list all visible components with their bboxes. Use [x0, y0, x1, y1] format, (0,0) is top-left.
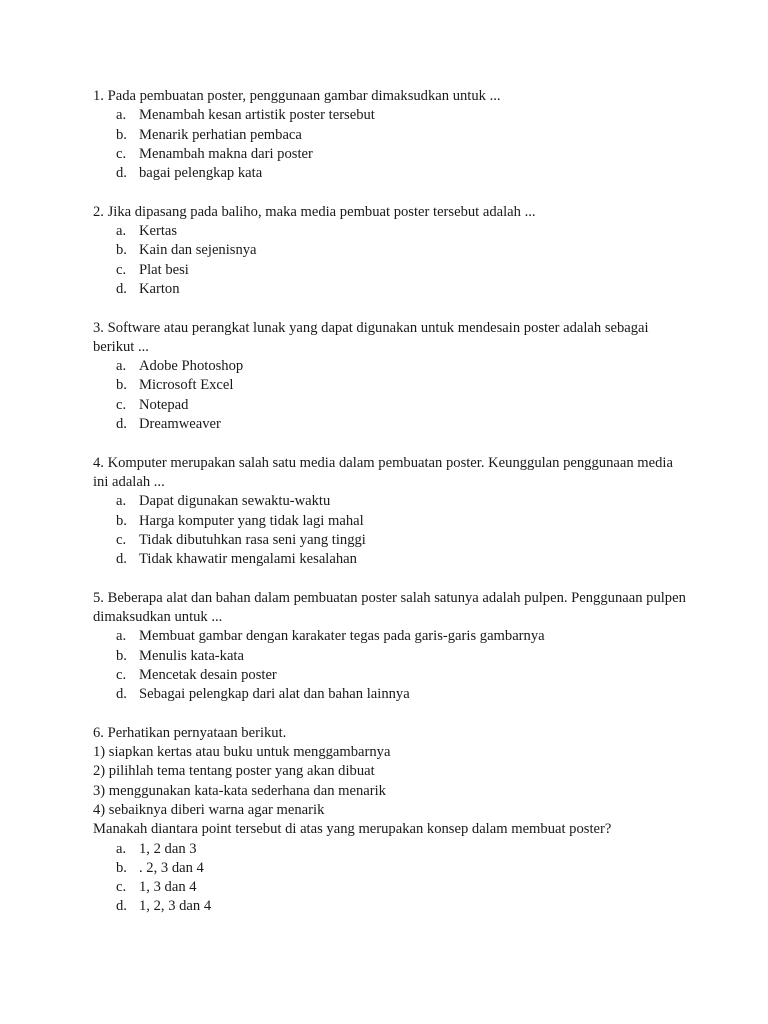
option-c — [93, 261, 688, 280]
option-d — [93, 685, 688, 704]
option-a — [93, 106, 688, 125]
option-list — [93, 492, 688, 569]
option-letter: a. — [116, 840, 127, 857]
question-text: 4. Komputer merupakan salah satu media dalam pembuatan poster. Keunggulan penggunaan media ini adalah ... — [93, 454, 677, 490]
option-c — [93, 531, 688, 550]
option-a — [93, 492, 688, 511]
option-c — [93, 145, 688, 164]
option-letter: d. — [116, 898, 127, 915]
question-prompt: Manakah diantara point tersebut di atas yang merupakan konsep dalam membuat poster? — [93, 821, 612, 838]
option-text: Tidak khawatir mengalami kesalahan — [139, 551, 357, 568]
option-text: . 2, 3 dan 4 — [139, 859, 204, 876]
option-text: Kertas — [139, 223, 178, 240]
option-text: Dreamweaver — [139, 416, 221, 433]
statement-1: 1) siapkan kertas atau buku untuk menggambarnya — [93, 744, 391, 761]
statement-list — [93, 743, 688, 820]
question-3 — [93, 319, 688, 435]
option-letter: d. — [116, 686, 127, 703]
question-4 — [93, 454, 688, 570]
question-5 — [93, 589, 688, 705]
option-letter: c. — [116, 396, 127, 413]
option-letter: c. — [116, 879, 127, 896]
option-list — [93, 106, 688, 183]
option-b — [93, 376, 688, 395]
question-text: 5. Beberapa alat dan bahan dalam pembuatan poster salah satunya adalah pulpen. Penggunaan pulpen dimaksudkan untuk ... — [93, 589, 690, 626]
option-d — [93, 164, 688, 183]
option-letter: d. — [116, 165, 127, 182]
option-c — [93, 878, 688, 897]
statement-4: 4) sebaiknya diberi warna agar menarik — [93, 801, 325, 818]
option-text: 1, 2, 3 dan 4 — [139, 898, 212, 915]
option-letter: d. — [116, 551, 127, 568]
option-d — [93, 897, 688, 916]
option-letter: b. — [116, 126, 127, 143]
option-text: Kain dan sejenisnya — [139, 242, 257, 259]
option-text: Menarik perhatian pembaca — [139, 126, 302, 143]
option-a — [93, 222, 688, 241]
option-letter: a. — [116, 223, 127, 240]
option-letter: b. — [116, 512, 127, 529]
option-letter: c. — [116, 531, 127, 548]
option-text: Menulis kata-kata — [139, 647, 244, 664]
option-text: Notepad — [139, 396, 189, 413]
option-letter: a. — [116, 493, 127, 510]
option-list — [93, 840, 688, 917]
option-text: Sebagai pelengkap dari alat dan bahan lainnya — [139, 686, 410, 703]
option-letter: b. — [116, 242, 127, 259]
option-c — [93, 396, 688, 415]
option-text: Plat besi — [139, 261, 189, 278]
statement-3: 3) menggunakan kata-kata sederhana dan menarik — [93, 782, 386, 799]
option-text: Adobe Photoshop — [139, 358, 244, 375]
option-letter: c. — [116, 666, 127, 683]
option-c — [93, 666, 688, 685]
option-d — [93, 280, 688, 299]
option-letter: b. — [116, 647, 127, 664]
question-2 — [93, 203, 688, 299]
option-a — [93, 357, 688, 376]
option-b — [93, 859, 688, 878]
option-text: 1, 3 dan 4 — [139, 879, 197, 896]
statement-2: 2) pilihlah tema tentang poster yang akan dibuat — [93, 763, 375, 780]
option-list — [93, 357, 688, 434]
option-text: Membuat gambar dengan karakater tegas pada garis-garis gambarnya — [139, 628, 545, 645]
option-text: bagai pelengkap kata — [139, 165, 263, 182]
question-text: 1. Pada pembuatan poster, penggunaan gambar dimaksudkan untuk ... — [93, 88, 501, 104]
option-b — [93, 647, 688, 666]
option-text: Karton — [139, 280, 180, 297]
option-list — [93, 627, 688, 704]
option-text: Microsoft Excel — [139, 377, 234, 394]
option-b — [93, 126, 688, 145]
option-list — [93, 222, 688, 299]
question-text: 6. Perhatikan pernyataan berikut. — [93, 724, 287, 741]
question-1 — [93, 87, 688, 183]
option-a — [93, 840, 688, 859]
option-text: Harga komputer yang tidak lagi mahal — [139, 512, 364, 529]
option-b — [93, 241, 688, 260]
option-letter: a. — [116, 628, 127, 645]
question-6 — [93, 724, 688, 917]
option-letter: c. — [116, 145, 127, 162]
option-letter: d. — [116, 416, 127, 433]
option-d — [93, 550, 688, 569]
question-text: 3. Software atau perangkat lunak yang dapat digunakan untuk mendesain poster adalah sebagai berikut ... — [93, 319, 653, 355]
question-text: 2. Jika dipasang pada baliho, maka media pembuat poster tersebut adalah ... — [93, 203, 536, 220]
option-letter: b. — [116, 859, 127, 876]
option-letter: a. — [116, 107, 127, 124]
option-letter: d. — [116, 280, 127, 297]
option-text: Mencetak desain poster — [139, 666, 277, 683]
option-text: Menambah makna dari poster — [139, 145, 313, 162]
option-letter: b. — [116, 377, 127, 394]
option-text: 1, 2 dan 3 — [139, 840, 197, 857]
option-letter: c. — [116, 261, 127, 278]
option-text: Tidak dibutuhkan rasa seni yang tinggi — [139, 531, 366, 548]
option-text: Menambah kesan artistik poster tersebut — [139, 107, 375, 124]
option-a — [93, 627, 688, 646]
option-d — [93, 415, 688, 434]
option-b — [93, 512, 688, 531]
option-text: Dapat digunakan sewaktu-waktu — [139, 493, 331, 510]
option-letter: a. — [116, 358, 127, 375]
